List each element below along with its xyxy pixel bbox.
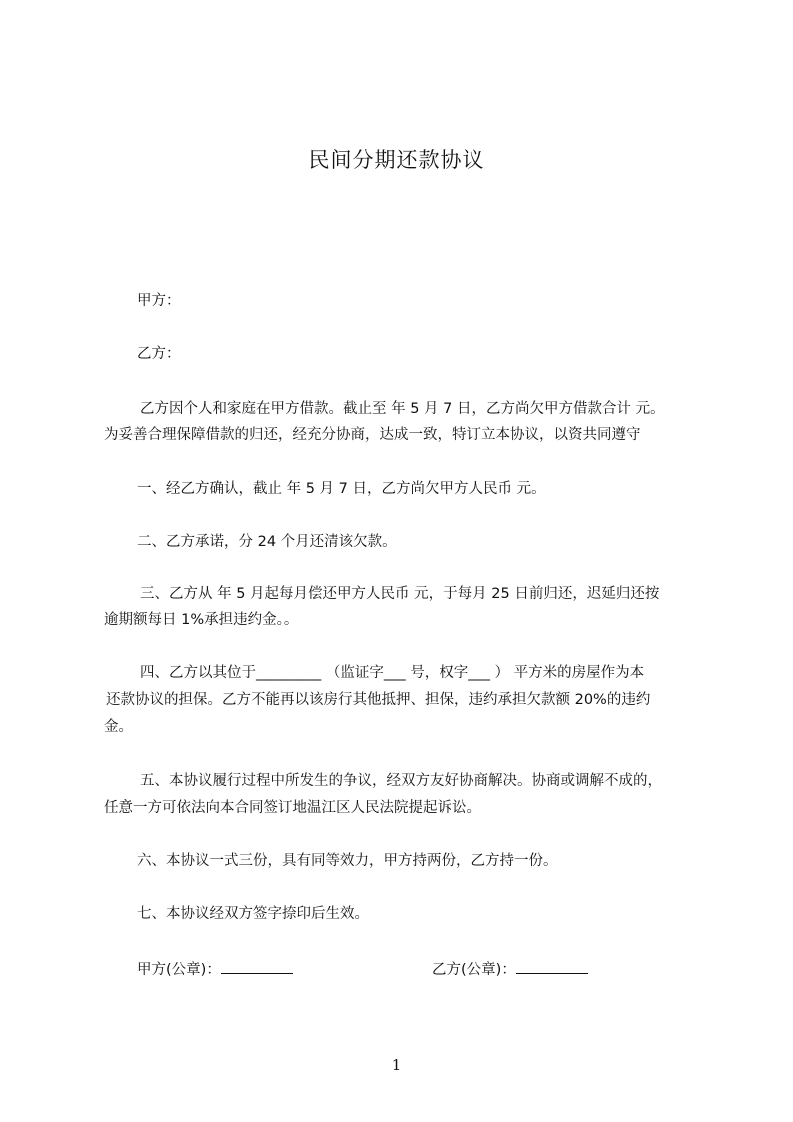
clause-2: 二、乙方承诺，分 24 个月还清该欠款。 (137, 534, 397, 550)
intro-line-1: 乙方因个人和家庭在甲方借款。截止至 年 5 月 7 日，乙方尚欠甲方借款合计 元。 (140, 401, 665, 417)
signature-party-a-blank[interactable] (221, 959, 293, 974)
clause-5-line-2: 任意一方可依法向本合同签订地温江区人民法院提起诉讼。 (104, 800, 481, 816)
clause-3-line-1: 三、乙方从 年 5 月起每月偿还甲方人民币 元，于每月 25 日前归还，迟延归还按 (140, 586, 660, 602)
clause-5-line-1: 五、本协议履行过程中所发生的争议，经双方友好协商解决。协商或调解不成的， (140, 773, 662, 789)
party-b-label: 乙方： (137, 346, 181, 362)
clause-1: 一、经乙方确认，截止 年 5 月 7 日，乙方尚欠甲方人民币 元。 (137, 481, 546, 497)
clause-6: 六、本协议一式三份，具有同等效力，甲方持两份，乙方持一份。 (137, 853, 558, 869)
signature-party-a (137, 959, 293, 979)
signature-party-b-blank[interactable] (516, 959, 588, 974)
intro-line-2: 为妥善合理保障借款的归还，经充分协商，达成一致，特订立本协议，以资共同遵守 (104, 427, 641, 443)
page-number: 1 (391, 1056, 402, 1074)
clause-4-line-2: 还款协议的担保。乙方不能再以该房行其他抵押、担保，违约承担欠款额 20%的违约 (106, 692, 651, 708)
signature-party-b-label: 乙方(公章)： (432, 962, 516, 978)
signature-party-b (432, 959, 588, 979)
clause-7: 七、本协议经双方签字捺印后生效。 (137, 906, 369, 922)
clause-3-line-2: 逾期额每日 1%承担违约金。。 (104, 612, 299, 628)
party-a-label: 甲方： (137, 293, 181, 309)
clause-4-line-1: 四、乙方以其位于_________ （监证字___ 号，权字___ ） 平方米的房屋作为本 (140, 665, 645, 681)
document-title: 民间分期还款协议 (308, 148, 485, 172)
clause-4-line-3: 金。 (104, 719, 133, 735)
signature-party-a-label: 甲方(公章)： (137, 962, 221, 978)
